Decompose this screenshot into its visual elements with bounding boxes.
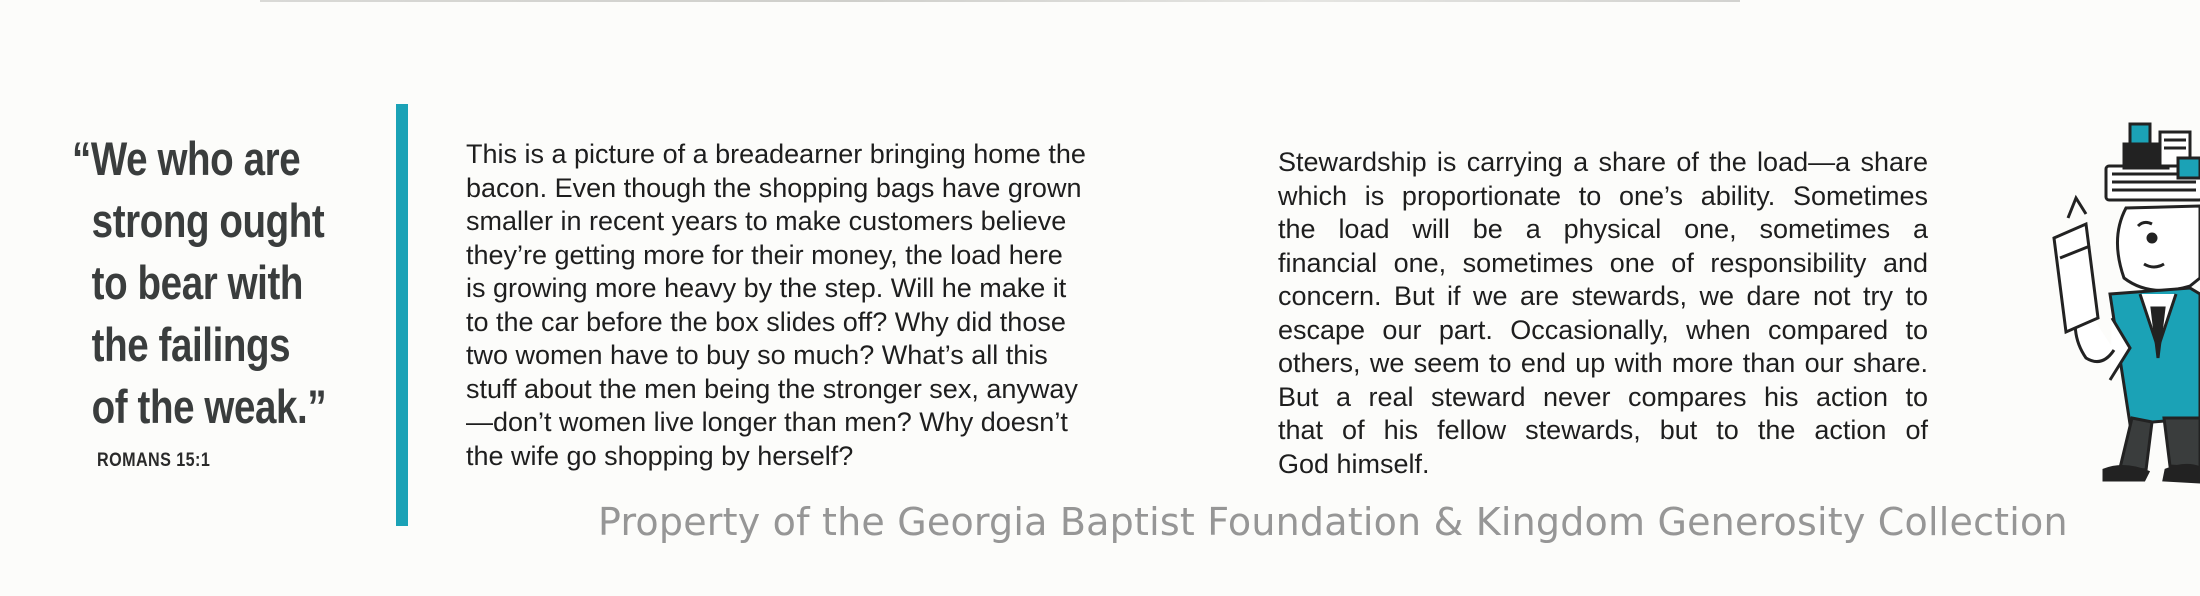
text-line: Stewardship is carrying a share of the load—a share [1278,147,1928,177]
body-column-2 [1278,146,1928,481]
text-line: that of his fellow stewards, but to the action of [1278,415,1928,445]
cartoon-head [2117,206,2200,291]
text-line: God himself. [1278,448,1430,479]
text-line: the wife go shopping by herself? [466,440,854,471]
quote-line: the failings [91,318,291,371]
text-line: But a real steward never compares his action to [1278,381,1928,412]
scripture-quote [72,128,372,438]
quote-line: “We who are [72,132,301,185]
text-line: financial one, sometimes one of responsibility and [1278,247,1928,278]
scripture-citation: ROMANS 15:1 [97,450,211,471]
quote-line: to bear with [91,256,304,309]
text-line: is growing more heavy by the step. Will he make it [466,273,1067,303]
text-line: they’re getting more for their money, the load here [466,239,1063,270]
text-line: escape our part. Occasionally, when compared to [1278,314,1928,345]
text-line: to the car before the box slides off? Why did those [466,306,1066,337]
shopper-cartoon-illustration [2040,118,2200,498]
collection-watermark: Property of the Georgia Baptist Foundation & Kingdom Generosity Collection [598,500,2068,544]
page-top-edge [260,0,1740,2]
paper-bag [2054,198,2098,332]
accent-bar [396,104,408,526]
text-line: concern. But if we are stewards, we dare not try to [1278,281,1928,311]
text-line: two women have to buy so much? What’s all this [466,340,1048,370]
text-line: bacon. Even though the shopping bags have grown [466,172,1082,203]
cartoon-legs [2104,418,2200,482]
text-line: smaller in recent years to make customers believe [466,206,1067,236]
text-line: stuff about the men being the stronger sex, anyway [466,373,1078,404]
quote-line: of the weak.” [91,380,327,433]
body-column-1 [466,138,1126,473]
text-line: the load will be a physical one, sometimes a [1278,214,1928,244]
quote-line: strong ought [91,194,325,247]
stacked-boxes [2106,124,2200,200]
text-line: others, we seem to end up with more than our share. [1278,348,1928,378]
text-line: —don’t women live longer than men? Why doesn’t [466,407,1068,437]
text-line: This is a picture of a breadearner bringing home the [466,139,1086,169]
text-line: which is proportionate to one’s ability. Sometimes [1278,180,1928,211]
